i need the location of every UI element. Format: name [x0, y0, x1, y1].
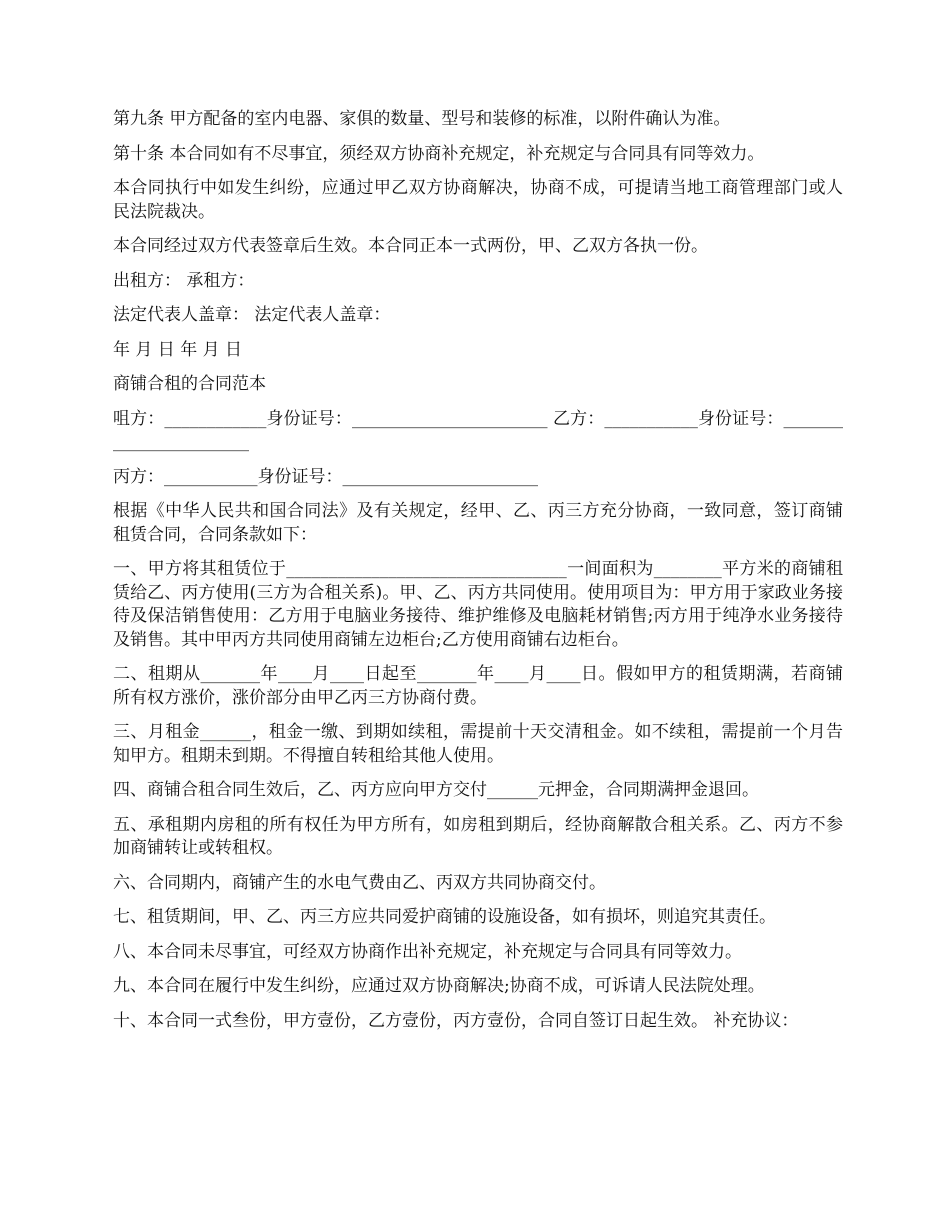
clause-9-paragraph: 第九条 甲方配备的室内电器、家俱的数量、型号和装修的标准，以附件确认为准。 — [113, 109, 731, 129]
article-4-paragraph: 四、商铺合租合同生效后，乙、丙方应向甲方交付______元押金，合同期满押金退回。 — [113, 780, 759, 800]
article-2-paragraph: 二、租期从_______年____月____日起至_______年____月____日。假如甲方的租赁期满，若商铺所有权方涨价，涨价部分由甲乙丙三方协商付费。 — [113, 664, 843, 708]
party-c-field: 丙方：___________身份证号：_______________________ — [113, 466, 538, 487]
date-line: 年 月 日 年 月 日 — [113, 339, 243, 360]
representative-seal-line: 法定代表人盖章： 法定代表人盖章： — [113, 305, 391, 325]
dispute-paragraph: 本合同执行中如发生纠纷，应通过甲乙双方协商解决，协商不成，可提请当地工商管理部门或人民法院裁决。 — [113, 178, 843, 222]
article-6-paragraph: 六、合同期内，商铺产生的水电气费由乙、丙双方共同协商交付。 — [113, 872, 606, 893]
parties-signature-line: 出租方： 承租方： — [113, 270, 255, 291]
article-10-paragraph: 十、本合同一式叁份，甲方壹份，乙方壹份，丙方壹份，合同自签订日起生效。 补充协议： — [113, 1010, 799, 1031]
section-title: 商铺合租的合同范本 — [113, 374, 266, 394]
document-page — [113, 108, 843, 1044]
article-3-paragraph: 三、月租金______，租金一缴、到期如续租，需提前十天交清租金。如不续租，需提前一个月告知甲方。租期未到期。不得擅自转租给其他人使用。 — [113, 722, 843, 766]
article-9-paragraph: 九、本合同在履行中发生纠纷，应通过双方协商解决;协商不成，可诉请人民法院处理。 — [113, 976, 765, 996]
article-7-paragraph: 七、租赁期间，甲、乙、丙三方应共同爱护商铺的设施设备，如有损坏，则追究其责任。 — [113, 907, 776, 927]
clause-10-paragraph: 第十条 本合同如有不尽事宜，须经双方协商补充规定，补充规定与合同具有同等效力。 — [113, 143, 765, 164]
article-8-paragraph: 八、本合同未尽事宜，可经双方协商作出补充规定，补充规定与合同具有同等效力。 — [113, 941, 742, 962]
party-a-b-fields: 咀方：____________身份证号：_______________________ 乙方：___________身份证号：_______________________ — [113, 408, 843, 452]
article-5-paragraph: 五、承租期内房租的所有权任为甲方所有，如房租到期后，经协商解散合租关系。乙、丙方不参加商铺转让或转租权。 — [113, 814, 843, 858]
effective-paragraph: 本合同经过双方代表签章后生效。本合同正本一式两份，甲、乙双方各执一份。 — [113, 236, 708, 256]
article-1-paragraph: 一、甲方将其租赁位于_________________________________一间面积为________平方米的商铺租赁给乙、丙方使用(三方为合租关系)。甲、乙、丙方共同使用。使用项目为：甲方用于家政业务接待及保洁销售使用：乙方用于电脑业务接待、维护维修及电脑耗材销售;丙方用于纯净水业务接待及销售。其中甲丙方共同使用商铺左边柜台;乙方使用商铺右边柜台。 — [113, 559, 843, 650]
preamble-paragraph: 根据《中华人民共和国合同法》及有关规定，经甲、乙、丙三方充分协商，一致同意，签订商铺租赁合同，合同条款如下： — [113, 501, 843, 545]
